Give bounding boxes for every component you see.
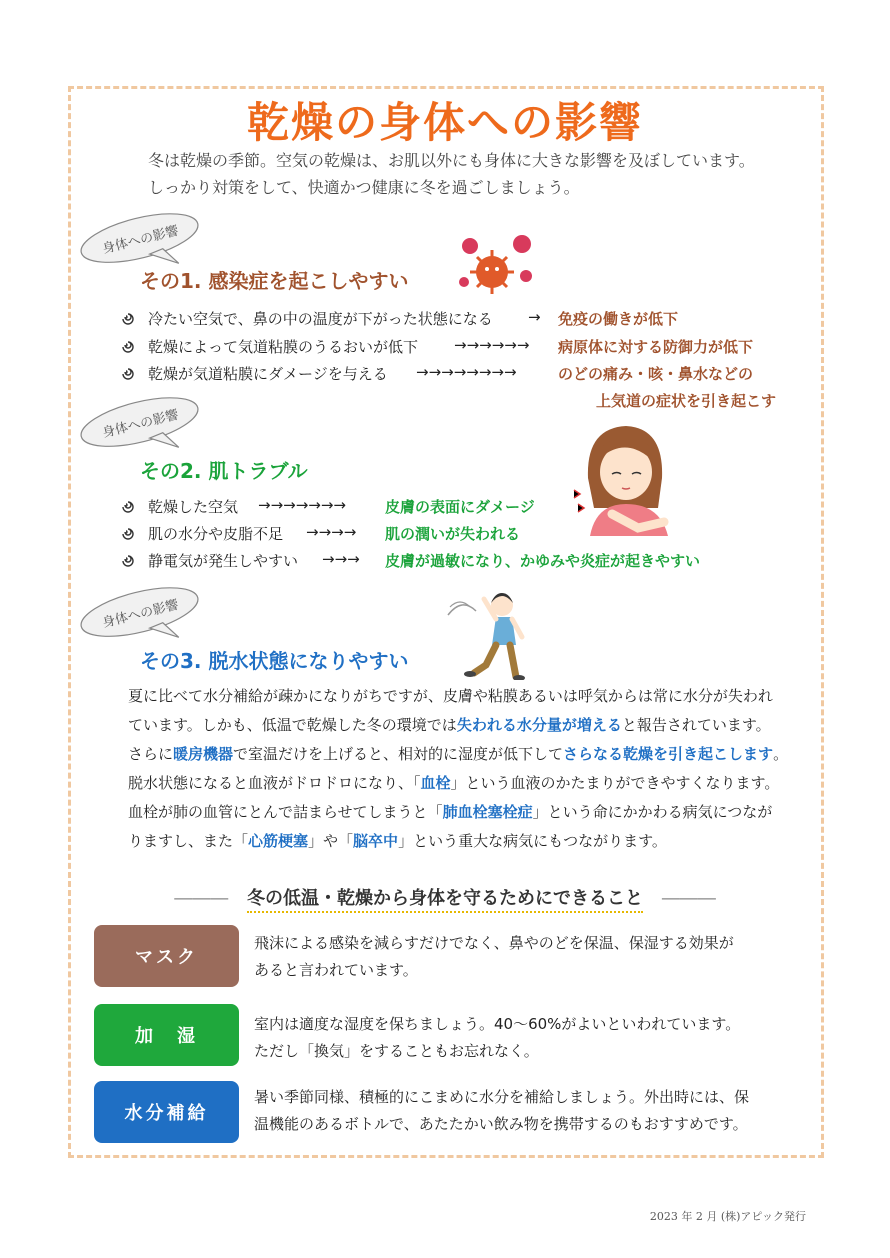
- page-title: 乾燥の身体への影響: [246, 98, 643, 147]
- para-line-6: りますし、また「心筋梗塞」や「脳卒中」という重大な病気にもつながります。: [128, 832, 667, 850]
- para-line-4: 脱水状態になると血液がドロドロになり、「血栓」という血液のかたまりができやすくなります。: [128, 774, 780, 792]
- s1-row-1-result: 免疫の働きが低下: [558, 310, 679, 328]
- para-line-5: 血栓が肺の血管にとんで詰まらせてしまうと「肺血栓塞栓症」という命にかかわる病気につなが: [128, 803, 773, 821]
- dash-right: ―――: [661, 888, 716, 909]
- para-line-2: ています。しかも、低温で乾燥した冬の環境では失われる水分量が増えると報告されています。: [128, 716, 771, 734]
- speech-bubble-3: [76, 586, 204, 638]
- s2-row-2-result: 肌の潤いが失われる: [385, 525, 521, 543]
- bubble-label: 身体への影響: [100, 407, 181, 441]
- s1-row-2-text: 乾燥によって気道粘膜のうるおいが低下: [148, 338, 419, 356]
- spiral-bullet-icon: [118, 551, 134, 567]
- section1-title: その1. 感染症を起こしやすい: [140, 269, 409, 293]
- tip-humidify-text: 室内は適度な湿度を保ちましょう。40～60%がよいといわれています。 ただし「換気」をすることもお忘れなく。: [254, 1015, 741, 1060]
- s2-row-1-arrow: →→→→→→→: [258, 496, 346, 514]
- dehydration-paragraph: [128, 682, 818, 856]
- tip-hydration-label: 水分補給: [94, 1081, 239, 1143]
- s1-row-1-arrow: →: [528, 308, 541, 326]
- section3-title: その3. 脱水状態になりやすい: [140, 649, 409, 673]
- s1-row-3-text: 乾燥が気道粘膜にダメージを与える: [148, 365, 388, 383]
- speech-bubble-1: [76, 212, 204, 264]
- s1-row-3-arrow: →→→→→→→→: [416, 363, 517, 381]
- spiral-bullet-icon: [118, 524, 134, 540]
- para-line-1: 夏に比べて水分補給が疎かになりがちですが、皮膚や粘膜あるいは呼気からは常に水分が失われ: [128, 687, 773, 705]
- tip-humidify-label: 加 湿: [94, 1004, 239, 1066]
- s2-row-2-arrow: →→→→: [306, 523, 357, 541]
- itchy-skin-illustration: [568, 418, 678, 536]
- tip-mask-text: 飛沫による感染を減らすだけでなく、鼻やのどを保温、保湿する効果が あると言われています。: [254, 934, 734, 979]
- s1-row-3-result-line2: 上気道の症状を引き起こす: [596, 392, 777, 410]
- spiral-bullet-icon: [118, 309, 134, 325]
- s1-row-1-text: 冷たい空気で、鼻の中の温度が下がった状態になる: [148, 310, 493, 328]
- s1-row-2-result: 病原体に対する防御力が低下: [558, 338, 754, 356]
- s2-row-3-text: 静電気が発生しやすい: [148, 552, 299, 570]
- spiral-bullet-icon: [118, 337, 134, 353]
- s2-row-3-result: 皮膚が過敏になり、かゆみや炎症が起きやすい: [385, 552, 701, 570]
- virus-icon: [450, 232, 542, 300]
- spiral-bullet-icon: [118, 497, 134, 513]
- s2-row-1-text: 乾燥した空気: [148, 498, 239, 516]
- section2-title: その2. 肌トラブル: [140, 459, 308, 483]
- s2-row-1-result: 皮膚の表面にダメージ: [385, 498, 535, 516]
- dash-left: ―――: [174, 888, 229, 909]
- tip-hydration-text: 暑い季節同様、積極的にこまめに水分を補給しましょう。外出時には、保 温機能のあるボトルで、あたたかい飲み物を携帯するのもおすすめです。: [254, 1088, 750, 1133]
- speech-bubble-2: [76, 396, 204, 448]
- para-line-3: さらに暖房機器で室温だけを上げると、相対的に湿度が低下してさらなる乾燥を引き起こします。: [128, 745, 789, 763]
- tip-mask-label: マスク: [94, 925, 239, 987]
- dizzy-boy-illustration: [440, 585, 540, 680]
- s2-row-2-text: 肌の水分や皮脂不足: [148, 525, 284, 543]
- prevention-heading-text: 冬の低温・乾燥から身体を守るためにできること: [247, 888, 643, 913]
- intro-line-2: しっかり対策をして、快適かつ健康に冬を過ごしましょう。: [148, 178, 580, 197]
- intro-line-1: 冬は乾燥の季節。空気の乾燥は、お肌以外にも身体に大きな影響を及ぼしています。: [148, 151, 755, 170]
- s1-row-3-result: のどの痛み・咳・鼻水などの: [558, 365, 754, 383]
- s1-row-2-arrow: →→→→→→: [454, 336, 530, 354]
- prevention-heading: [0, 884, 890, 910]
- bubble-label: 身体への影響: [100, 597, 181, 631]
- spiral-bullet-icon: [118, 364, 134, 380]
- s2-row-3-arrow: →→→: [322, 550, 360, 568]
- footer-publisher: 2023 年 2 月 (株)アピック発行: [649, 1210, 806, 1223]
- bubble-label: 身体への影響: [100, 223, 181, 257]
